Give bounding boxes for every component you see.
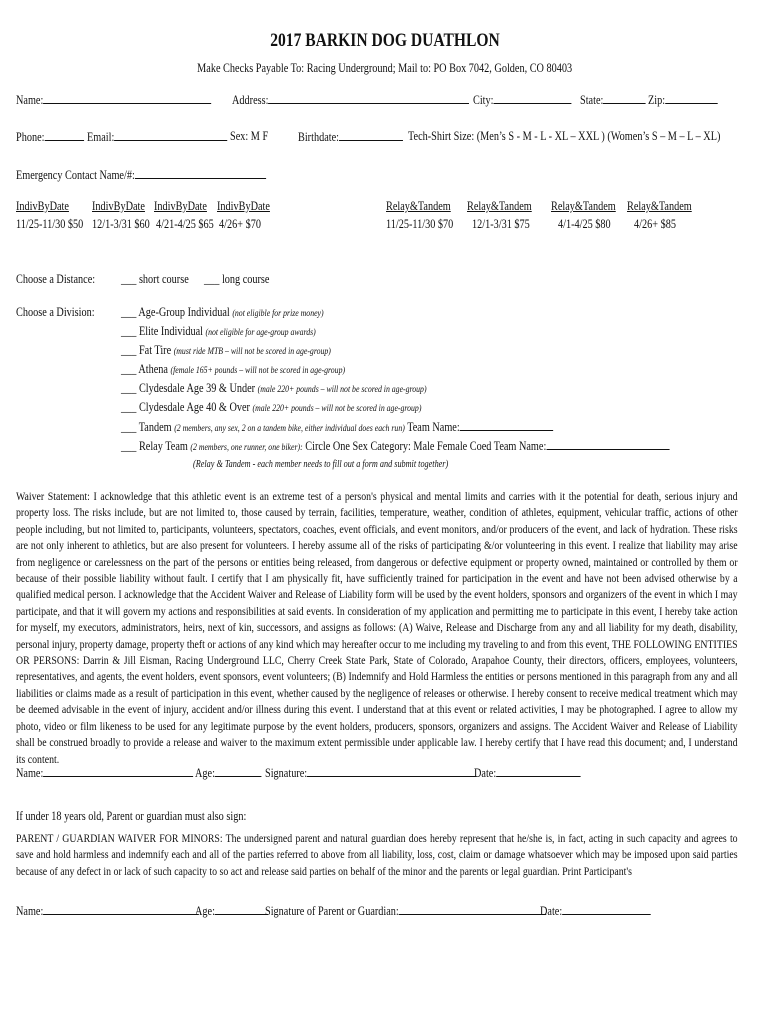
participant-name-field[interactable] xyxy=(16,765,193,780)
relay-team-name-line[interactable] xyxy=(546,438,669,450)
birthdate-field[interactable] xyxy=(298,129,403,144)
division-option-label: Athena xyxy=(138,362,168,376)
guardian-signature-line[interactable] xyxy=(399,903,547,915)
phone-line[interactable] xyxy=(44,129,83,141)
division-label: Choose a Division: xyxy=(16,305,95,319)
minor-age-line[interactable] xyxy=(215,903,268,915)
waiver-statement: Waiver Statement: I acknowledge that this athletic event is an extreme test of a person's physical and mental limits and carries with it the potential for death, serious injury and property loss. The risks include, but are not limited to, those caused by terrain, facilities, temperature, weather, condition of athletes, equipment, vehicular traffic, actions of other people including, but not limited to, participants, volunteers, spectators, coaches, event officials, and event monitors, and/or producers of the event, and lack of hydration. These risks are not only inherent to athletics, but are also present for volunteers. I hereby assume all of the risks of participating &/or volunteering in this event. I realize that liability may arise from negligence or carelessness on the part of the persons or entities being released, from dangerous or defective equipment or property owned, maintained or controlled by them or because of their possible liability without fault. I certify that I am physically fit, have sufficiently trained for participation in the event and have not been advised otherwise by a qualified medical person. I acknowledge that the Accident Waiver and Release of Liability form will be used by the event holders, sponsors and organizers of the event in which I may participate, and that it will govern my actions and responsibilities at said events. In consideration of my application and permitting me to participate in this event, I hereby take action for myself, my executors, administrators, heirs, next of kin, successors, and assigns as follows: (A) Waive, Release and Discharge from any and all liability for my death, disability, personal injury, property damage, property theft or actions of any kind which may hereafter occur to me including my traveling to and from this event, THE FOLLOWING ENTITIES OR PERSONS: Darrin & Jill Eisman, Racing Underground LLC, Cherry Creek State Park, State of Colorado, Arapahoe County, their directors, officers, employees, volunteers, representatives, and agents, the event holders, event sponsors, event volunteers; (B) Indemnify and Hold Harmless the entities or persons mentioned in this paragraph from any and all liabilities or claims made as a result of participation in this event, whether caused by the negligence of releases or otherwise. I hereby consent to receive medical treatment which may be deemed advisable in the event of injury, accident and/or illness during this event. I understand that at this event or related activities, I may be photographed. I agree to allow my photo, video or film likeness to be used for any legitimate purpose by the event holders, producers, sponsors, organizers and assigns. The Accident Waiver and Release of Liability shall be construed broadly to provide a release and waiver to the maximum extent permissible under applicable law. I hereby certify that I have read this document; and, I understand its content. xyxy=(16,489,738,766)
division-blank[interactable]: ___ xyxy=(121,305,137,319)
guardian-date-line[interactable] xyxy=(562,903,651,915)
minor-waiver-text: PARENT / GUARDIAN WAIVER FOR MINORS: The undersigned parent and natural guardian does hereby represent that he/she is, in fact, acting in such capacity and agrees to save and hold harmless and indemnify each and all of the parties referred to above from all liability, loss, cost, claim or damage whatsoever which may be imposed upon said parties because of any defect in or lack of such capacity to so act and release said parties on behalf of the minor and the parents or legal guardian. Print Participant's xyxy=(16,831,738,878)
distance-label: Choose a Distance: xyxy=(16,272,96,286)
minor-participant-name-label: Name: xyxy=(16,904,44,918)
minor-participant-name-field[interactable] xyxy=(16,903,199,918)
indiv-price-3: 4/21-4/25 $65 xyxy=(156,217,214,231)
participant-date-field[interactable] xyxy=(474,765,581,780)
indiv-price-4: 4/26+ $70 xyxy=(219,217,261,231)
relay-price-3: 4/1-4/25 $80 xyxy=(558,217,611,231)
division-option-note: (male 220+ pounds – will not be scored in age-group) xyxy=(257,385,427,395)
participant-signature-label: Signature: xyxy=(265,766,308,780)
short-course-option[interactable] xyxy=(121,272,189,286)
name-field[interactable] xyxy=(16,92,211,107)
division-blank[interactable]: ___ xyxy=(121,420,137,434)
division-option-label: Fat Tire xyxy=(138,343,172,357)
form-subtitle: Make Checks Payable To: Racing Underground; Mail to: PO Box 7042, Golden, CO 80403 xyxy=(197,61,573,75)
long-course-blank[interactable]: ___ xyxy=(204,272,220,286)
division-option-note: (male 220+ pounds – will not be scored in age-group) xyxy=(252,404,422,414)
division-option-clydesdale-40[interactable] xyxy=(121,400,421,416)
tandem-team-name-line[interactable] xyxy=(460,419,553,431)
city-field[interactable] xyxy=(473,92,571,107)
city-label: City: xyxy=(473,93,494,107)
minor-participant-name-line[interactable] xyxy=(43,903,199,915)
division-option-note: (2 members, one runner, one biker): xyxy=(190,443,303,453)
relay-price-head-3: Relay&Tandem xyxy=(551,199,616,213)
zip-field[interactable] xyxy=(648,92,718,107)
relay-price-head-2: Relay&Tandem xyxy=(467,199,532,213)
division-footnote: (Relay & Tandem - each member needs to fill out a form and submit together) xyxy=(193,459,449,470)
indiv-price-head-4: IndivByDate xyxy=(217,199,270,213)
division-option-label: Clydesdale Age 39 & Under xyxy=(138,381,256,395)
phone-field[interactable] xyxy=(16,129,84,144)
short-course-blank[interactable]: ___ xyxy=(121,272,137,286)
emergency-contact-line[interactable] xyxy=(135,167,266,179)
division-option-label: Clydesdale Age 40 & Over xyxy=(138,400,250,414)
participant-date-label: Date: xyxy=(474,766,497,780)
long-course-label: long course xyxy=(221,272,270,286)
relay-price-2: 12/1-3/31 $75 xyxy=(472,217,530,231)
participant-age-label: Age: xyxy=(195,766,215,780)
tshirt-size-field[interactable]: Tech-Shirt Size: (Men’s S - M - L - XL – XXL ) (Women’s S – M – L – XL) xyxy=(408,129,721,143)
division-option-note: (female 165+ pounds – will not be scored in age-group) xyxy=(170,366,346,376)
division-option-note: (not eligible for age-group awards) xyxy=(205,328,316,338)
division-option-label: Elite Individual xyxy=(138,324,203,338)
guardian-date-label: Date: xyxy=(540,904,563,918)
indiv-price-head-3: IndivByDate xyxy=(154,199,207,213)
emergency-contact-field[interactable] xyxy=(16,167,266,182)
division-option-tandem[interactable] xyxy=(121,419,553,436)
name-label: Name: xyxy=(16,93,44,107)
guardian-date-field[interactable] xyxy=(540,903,651,918)
indiv-price-1: 11/25-11/30 $50 xyxy=(16,217,84,231)
state-field[interactable] xyxy=(580,92,646,107)
minor-age-field[interactable] xyxy=(195,903,268,918)
participant-age-field[interactable] xyxy=(195,765,262,780)
division-option-note: (must ride MTB – will not be scored in age-group) xyxy=(173,347,331,357)
division-blank[interactable]: ___ xyxy=(121,439,137,453)
emergency-contact-label: Emergency Contact Name/#: xyxy=(16,168,135,182)
state-label: State: xyxy=(580,93,604,107)
division-option-elite[interactable] xyxy=(121,324,316,340)
guardian-signature-field[interactable] xyxy=(265,903,546,918)
address-field[interactable] xyxy=(232,92,469,107)
division-option-label: Age-Group Individual xyxy=(138,305,230,319)
indiv-price-2: 12/1-3/31 $60 xyxy=(92,217,150,231)
division-option-age-group[interactable] xyxy=(121,305,324,321)
division-option-fat-tire[interactable] xyxy=(121,343,331,359)
address-line[interactable] xyxy=(268,92,469,104)
participant-signature-field[interactable] xyxy=(265,765,477,780)
form-title: 2017 BARKIN DOG DUATHLON xyxy=(270,30,500,51)
participant-name-line[interactable] xyxy=(43,765,193,777)
city-line[interactable] xyxy=(494,92,572,104)
email-label: Email: xyxy=(87,130,115,144)
relay-price-head-4: Relay&Tandem xyxy=(627,199,692,213)
division-blank[interactable]: ___ xyxy=(121,381,137,395)
indiv-price-head-2: IndivByDate xyxy=(92,199,145,213)
minor-intro: If under 18 years old, Parent or guardian must also sign: xyxy=(16,809,247,823)
email-field[interactable] xyxy=(87,129,227,144)
division-option-note: (2 members, any sex, 2 on a tandem bike, either individual does each run) xyxy=(174,424,405,434)
relay-price-4: 4/26+ $85 xyxy=(634,217,676,231)
long-course-option[interactable] xyxy=(204,272,269,286)
name-line[interactable] xyxy=(43,92,211,104)
guardian-signature-label: Signature of Parent or Guardian: xyxy=(265,904,399,918)
relay-price-head-1: Relay&Tandem xyxy=(386,199,451,213)
participant-name-label: Name: xyxy=(16,766,44,780)
participant-signature-line[interactable] xyxy=(307,765,477,777)
division-option-relay-team[interactable] xyxy=(121,438,669,455)
division-option-clydesdale-39[interactable] xyxy=(121,381,427,397)
participant-age-line[interactable] xyxy=(215,765,262,777)
division-blank[interactable]: ___ xyxy=(121,362,137,376)
division-blank[interactable]: ___ xyxy=(121,324,137,338)
state-line[interactable] xyxy=(603,92,646,104)
sex-field[interactable]: Sex: M F xyxy=(230,129,269,143)
division-option-label: Relay Team xyxy=(138,439,188,453)
division-option-athena[interactable] xyxy=(121,362,345,378)
division-blank[interactable]: ___ xyxy=(121,400,137,414)
division-blank[interactable]: ___ xyxy=(121,343,137,357)
birthdate-label: Birthdate: xyxy=(298,130,339,144)
zip-line[interactable] xyxy=(665,92,717,104)
participant-date-line[interactable] xyxy=(496,765,580,777)
division-option-label: Tandem xyxy=(138,420,172,434)
birthdate-line[interactable] xyxy=(339,129,403,141)
address-label: Address: xyxy=(232,93,269,107)
short-course-label: short course xyxy=(138,272,189,286)
email-line[interactable] xyxy=(114,129,227,141)
relay-price-1: 11/25-11/30 $70 xyxy=(386,217,454,231)
zip-label: Zip: xyxy=(648,93,666,107)
division-option-note: (not eligible for prize money) xyxy=(232,309,324,319)
minor-age-label: Age: xyxy=(195,904,215,918)
phone-label: Phone: xyxy=(16,130,45,144)
indiv-price-head-1: IndivByDate xyxy=(16,199,69,213)
relay-category-and-team-label: Circle One Sex Category: Male Female Coed Team Name: xyxy=(305,439,547,453)
tandem-team-name-label: Team Name: xyxy=(407,420,460,434)
